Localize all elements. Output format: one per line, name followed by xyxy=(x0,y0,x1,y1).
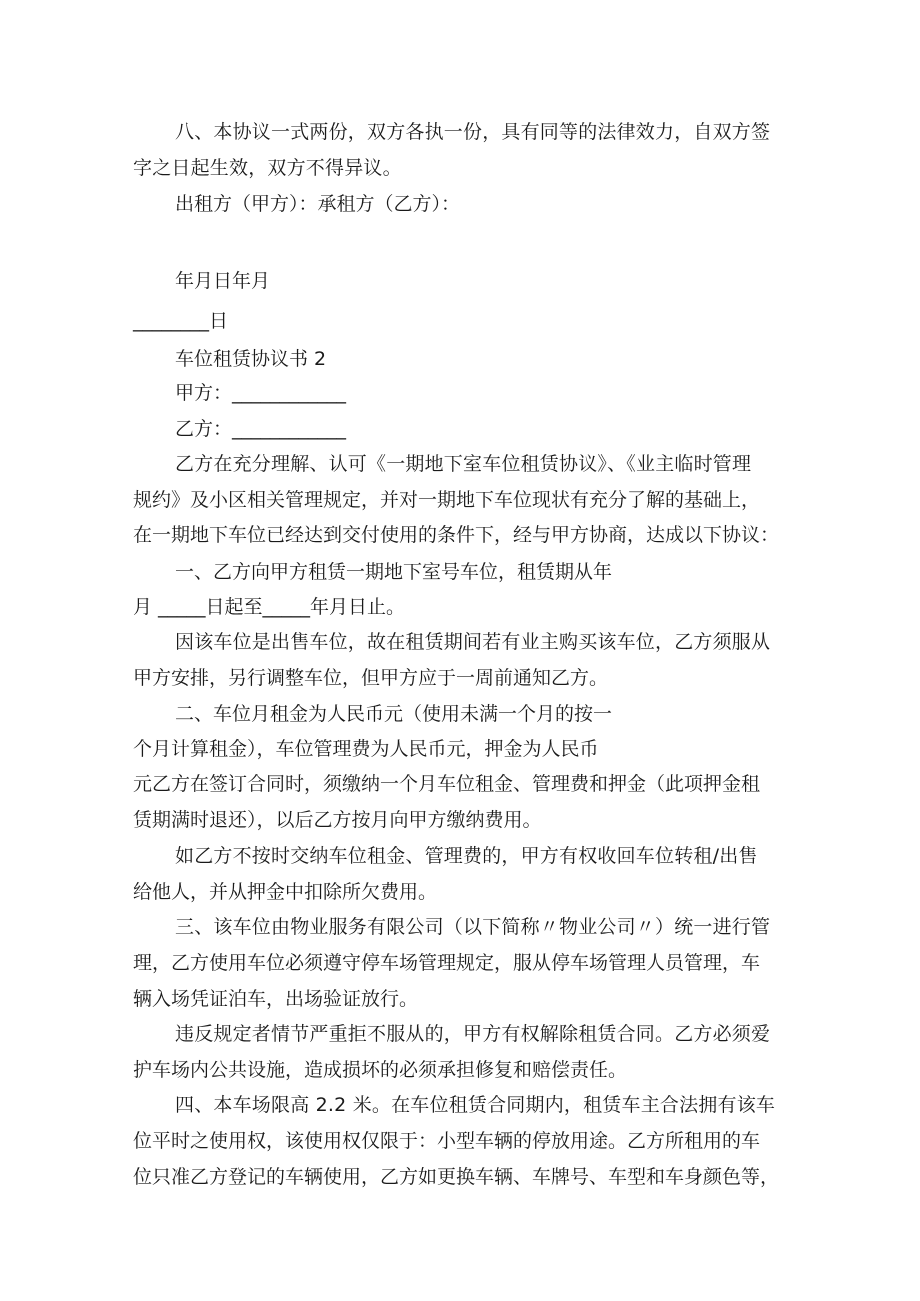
party-a-line: 甲方：____________ xyxy=(175,382,347,404)
clause-3-note-line-2: 护车场内公共设施，造成损坏的必须承担修复和赔偿责任。 xyxy=(133,1059,628,1081)
clause-2-line-1: 二、车位月租金为人民币元（使用未满一个月的按一 xyxy=(175,703,613,725)
clause-3-line-3: 辆入场凭证泊车，出场验证放行。 xyxy=(133,988,419,1010)
clause-2-line-2: 个月计算租金），车位管理费为人民币元，押金为人民币 xyxy=(133,738,599,760)
clause-3-note-line-1: 违反规定者情节严重拒不服从的，甲方有权解除租赁合同。乙方必须爱 xyxy=(175,1023,771,1045)
clause-4-line-1: 四、本车场限高 2.2 米。在车位租赁合同期内，租赁车主合法拥有该车 xyxy=(175,1094,776,1116)
clause-4-line-3: 位只准乙方登记的车辆使用，乙方如更换车辆、车牌号、车型和车身颜色等， xyxy=(133,1166,780,1188)
clause-1-line-1: 一、乙方向甲方租赁一期地下室号车位，租赁期从年 xyxy=(175,561,613,583)
preamble-line-2: 规约》及小区相关管理规定，并对一期地下车位现状有充分了解的基础上， xyxy=(133,489,761,511)
signature-date-line: 年月日年月 xyxy=(175,270,271,292)
clause-8-line-2: 字之日起生效，双方不得异议。 xyxy=(133,157,402,179)
clause-1-note-line-1: 因该车位是出售车位，故在租赁期间若有业主购买该车位，乙方须服从 xyxy=(175,631,771,653)
clause-4-line-2: 位平时之使用权，该使用权仅限于：小型车辆的停放用途。乙方所租用的车 xyxy=(133,1130,761,1152)
agreement-title: 车位租赁协议书 2 xyxy=(175,348,327,370)
clause-2-note-line-1: 如乙方不按时交纳车位租金、管理费的，甲方有权收回车位转租/出售 xyxy=(175,845,758,867)
clause-1-line-2: 月 _____日起至_____年月日止。 xyxy=(133,596,406,618)
signature-parties-line: 出租方（甲方）：承租方（乙方）： xyxy=(175,193,461,215)
clause-3-line-2: 理，乙方使用车位必须遵守停车场管理规定，服从停车场管理人员管理，车 xyxy=(133,952,761,974)
clause-2-line-3: 元乙方在签订合同时，须缴纳一个月车位租金、管理费和押金（此项押金租 xyxy=(133,773,761,795)
clause-2-line-4: 赁期满时退还），以后乙方按月向甲方缴纳费用。 xyxy=(133,809,542,831)
signature-day-line: ________日 xyxy=(133,310,229,332)
preamble-line-1: 乙方在充分理解、认可《一期地下室车位租赁协议》、《业主临时管理 xyxy=(175,453,752,475)
clause-2-note-line-2: 给他人，并从押金中扣除所欠费用。 xyxy=(133,881,438,903)
preamble-line-3: 在一期地下车位已经达到交付使用的条件下，经与甲方协商，达成以下协议： xyxy=(133,524,780,546)
party-b-line: 乙方：____________ xyxy=(175,418,347,440)
clause-1-note-line-2: 甲方安排，另行调整车位，但甲方应于一周前通知乙方。 xyxy=(133,667,609,689)
clause-3-line-1: 三、该车位由物业服务有限公司（以下简称〃物业公司〃）统一进行管 xyxy=(175,916,771,938)
clause-8-line-1: 八、本协议一式两份，双方各执一份，具有同等的法律效力，自双方签 xyxy=(175,121,771,143)
